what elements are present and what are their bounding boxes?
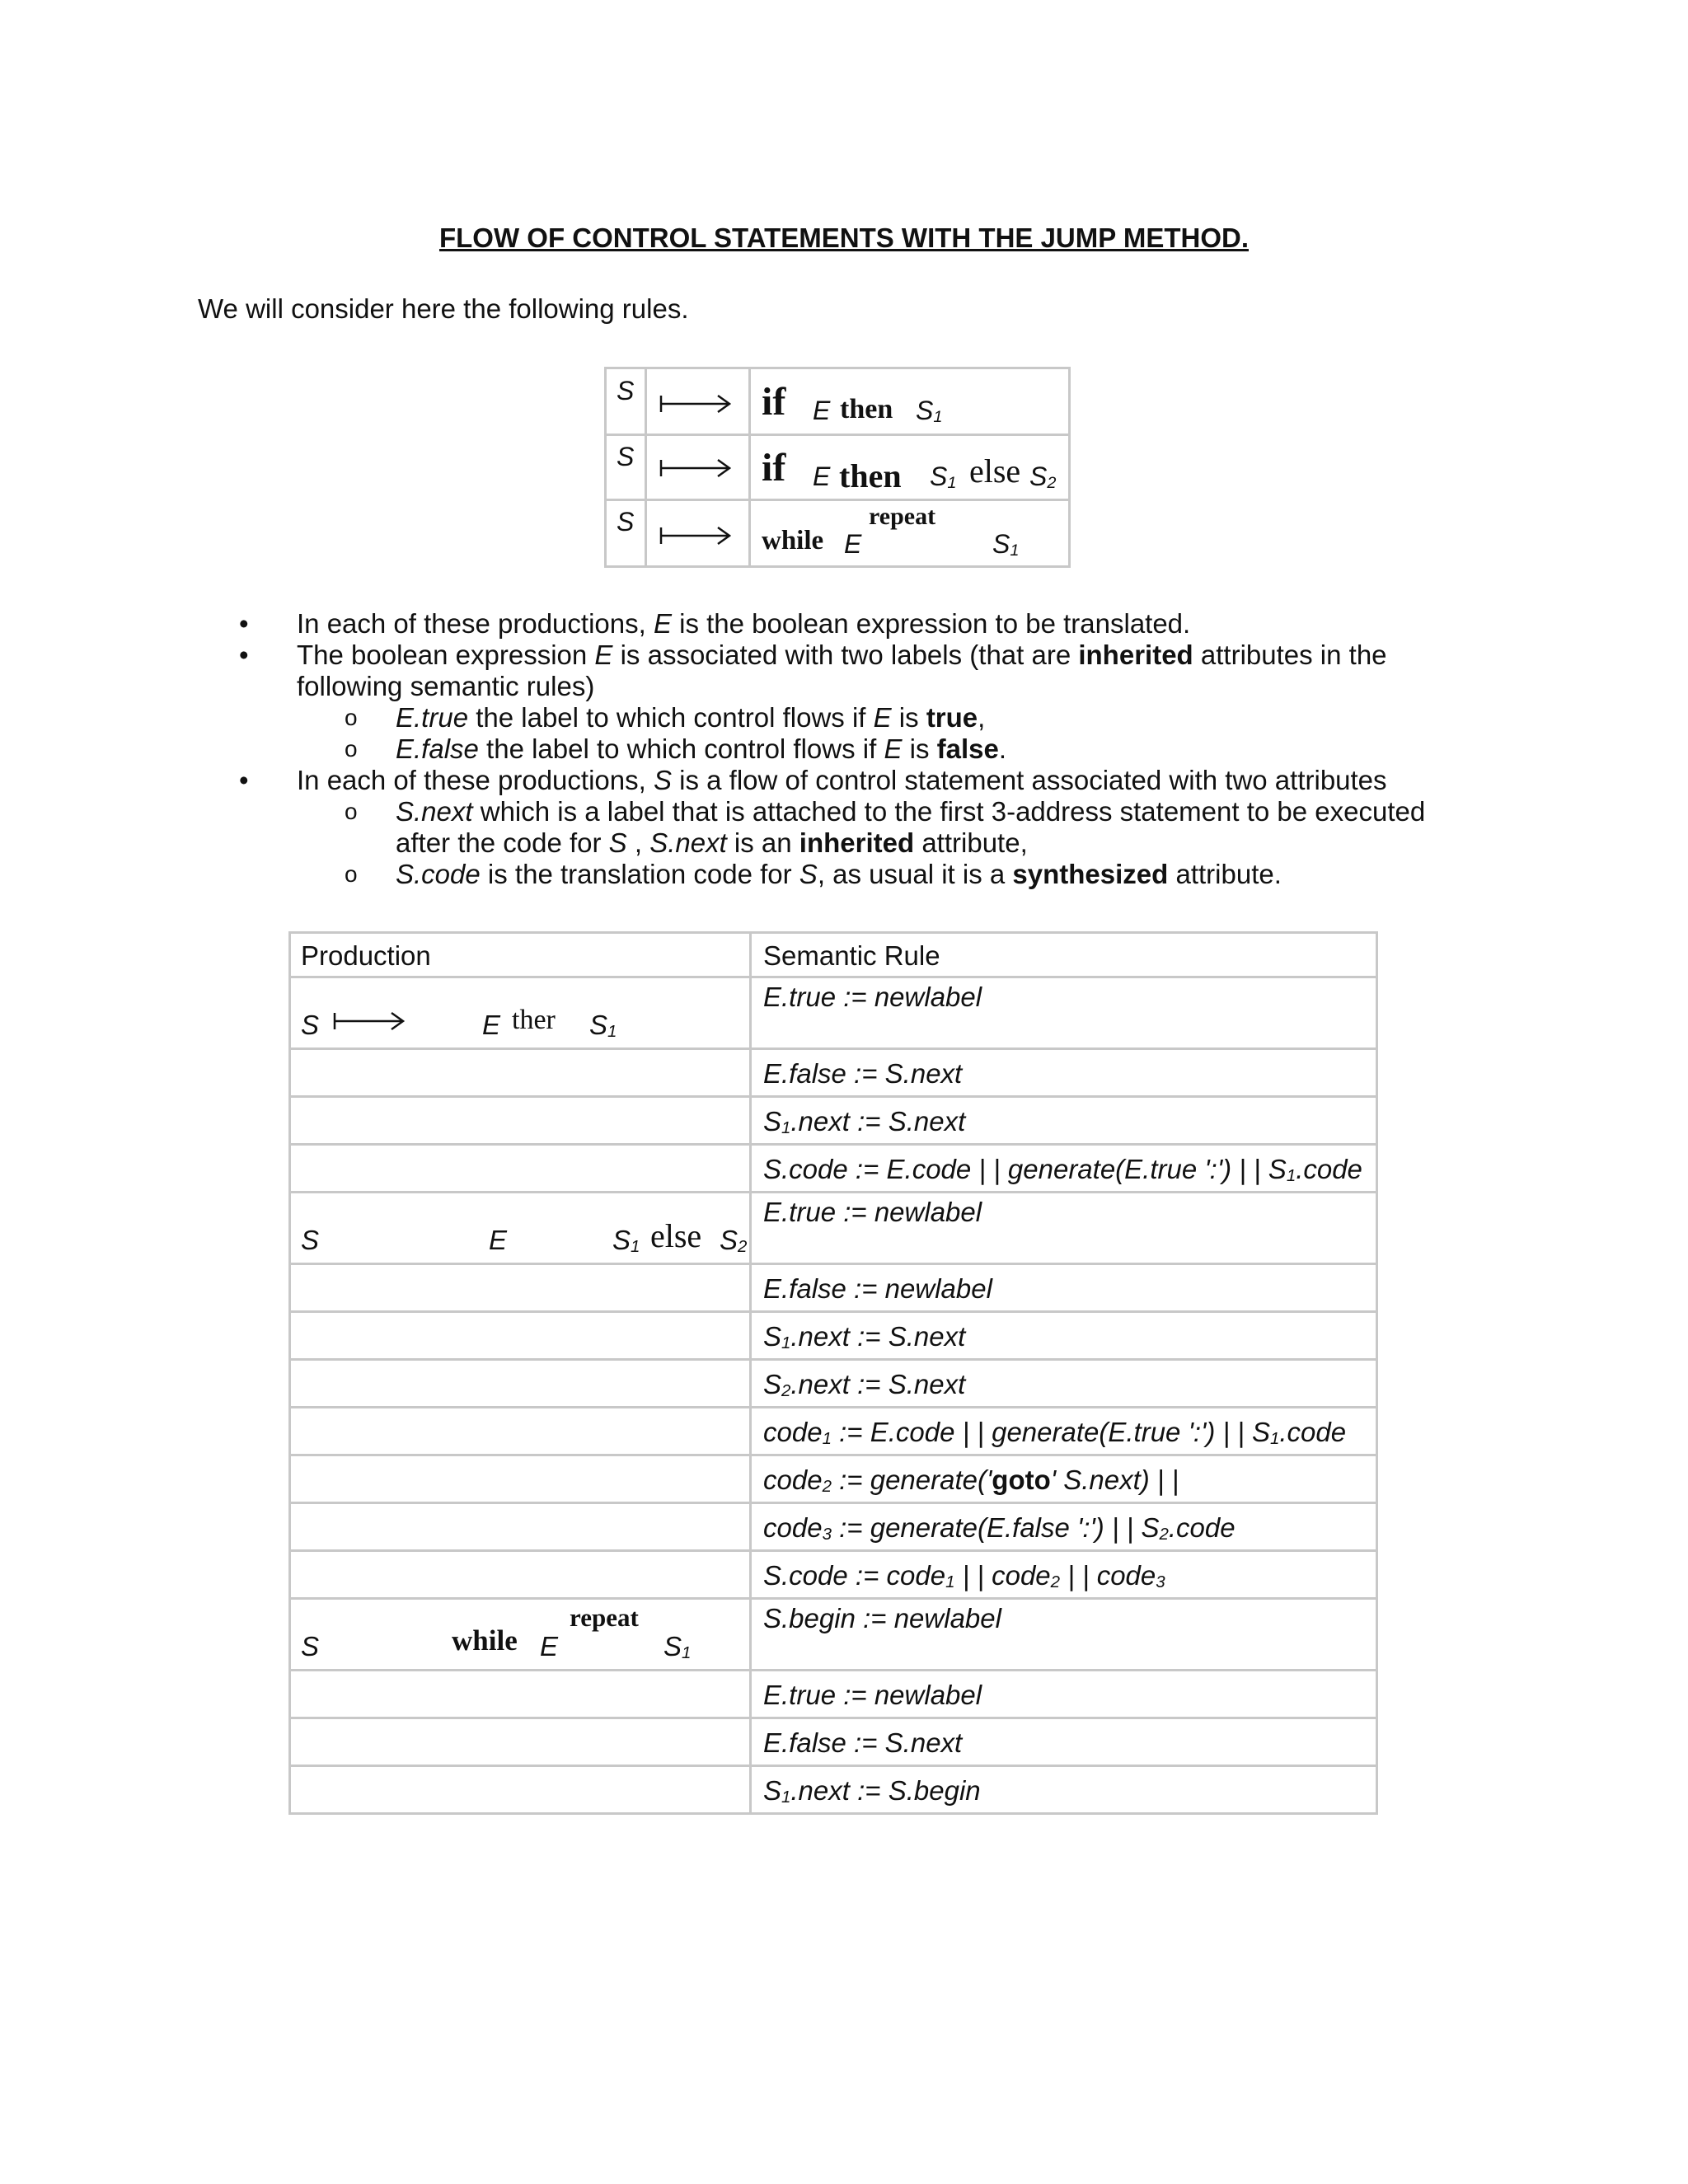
semantic-rule: S.code := E.code | | generate(E.true ':') | | $S_1.code$: [752, 1146, 1378, 1191]
rule1-s1: $S_1$: [916, 396, 943, 426]
prod1-e: E: [482, 1010, 501, 1040]
prod2-e: E: [489, 1225, 508, 1255]
semantic-rule: S.begin := newlabel: [752, 1600, 1378, 1669]
semantic-rule: $S_2.next$ := S.next: [752, 1361, 1378, 1406]
prod1-s: S: [301, 1010, 320, 1040]
table-row: [288, 1098, 1378, 1146]
mapsto-arrow-icon: [659, 458, 733, 478]
table-row: [288, 1552, 1378, 1600]
prod3-e: E: [540, 1631, 559, 1661]
prod2-s: S: [301, 1225, 320, 1255]
semantic-rule: E.true := newlabel: [752, 1671, 1378, 1717]
prod1-s1: $S_1$: [589, 1010, 617, 1042]
table-row: [288, 1504, 1378, 1552]
rule2-lhs: S: [617, 442, 635, 471]
grammar-rules-table: [604, 367, 1071, 568]
table-row: [288, 1313, 1378, 1361]
mapsto-arrow-icon: [332, 1011, 406, 1031]
prod1-then: ther: [512, 1005, 556, 1035]
list-item: • The boolean expression E is associated with two labels (that are inherited attributes in the following semantic rules): [239, 640, 1475, 702]
semantic-rule: E.false := S.next: [752, 1050, 1378, 1095]
rule1-if: if: [762, 380, 786, 424]
semantic-rule: E.true := newlabel: [752, 978, 1378, 1047]
prod2-s2: $S_2$: [720, 1225, 748, 1257]
semantic-rule: E.false := S.next: [752, 1719, 1378, 1765]
semantic-rule: $S_1.next$ := S.begin: [752, 1767, 1378, 1812]
table-row: [288, 1146, 1378, 1193]
rule3-lhs: S: [617, 507, 635, 537]
table-row: [288, 978, 1378, 1050]
rule3-repeat: repeat: [869, 503, 936, 530]
semantic-rule: $S_1.next$ := S.next: [752, 1313, 1378, 1358]
intro-text: We will consider here the following rules.: [198, 293, 689, 324]
prod2-s1: $S_1$: [612, 1225, 640, 1257]
rule1-then: then: [840, 394, 893, 424]
prod3-while: while: [452, 1624, 518, 1657]
rule2-else: else: [969, 452, 1021, 490]
rule2-s1: $S_1$: [930, 462, 957, 492]
table-row: [288, 1671, 1378, 1719]
list-item: o S.next which is a label that is attached to the first 3-address statement to be executed after the code for S , S.next is an inherited attribute,: [345, 796, 1426, 858]
rule2-if: if: [762, 446, 786, 490]
rule1-e: E: [813, 396, 831, 425]
page-title: FLOW OF CONTROL STATEMENTS WITH THE JUMP METHOD.: [438, 223, 1249, 253]
rule3-while: while: [762, 526, 824, 555]
semantic-rule: $S_1.next$ := S.next: [752, 1098, 1378, 1143]
list-item: o E.true the label to which control flows if E is true,: [345, 702, 986, 733]
list-item: • In each of these productions, S is a flow of control statement associated with two attributes: [239, 765, 1475, 796]
table-row: [288, 1719, 1378, 1767]
prod3-s: S: [301, 1631, 320, 1661]
mapsto-arrow-icon: [659, 394, 733, 414]
bullet-list: [239, 608, 1475, 890]
header-production: Production: [301, 940, 431, 971]
list-item: • In each of these productions, E is the boolean expression to be translated.: [239, 608, 1475, 640]
mapsto-arrow-icon: [659, 526, 733, 546]
table-row: [288, 1050, 1378, 1098]
table-row: [288, 1767, 1378, 1815]
semantic-rule: code$_2$ := generate('goto' S.next) | |: [752, 1456, 1378, 1502]
prod3-s1: $S_1$: [663, 1631, 692, 1663]
table-row: [288, 1408, 1378, 1456]
semantic-rule: code$_1$ := E.code | | generate(E.true ':') | | $S_1.code$: [752, 1408, 1378, 1454]
semantic-rule: code$_3$ := generate(E.false ':') | | $S_2.code$: [752, 1504, 1378, 1549]
rule3-s1: $S_1$: [992, 529, 1020, 560]
header-semantic-rule: Semantic Rule: [752, 934, 1378, 976]
rule2-then: then: [839, 457, 902, 494]
table-row: [288, 1361, 1378, 1408]
table-row: [288, 1456, 1378, 1504]
list-item: o E.false the label to which control flows if E is false.: [345, 733, 1007, 764]
prod3-repeat: repeat: [570, 1603, 639, 1632]
list-item: o S.code is the translation code for S, as usual it is a synthesized attribute.: [345, 859, 1282, 889]
rule1-lhs: S: [617, 376, 635, 405]
table-row: [288, 1193, 1378, 1265]
rule2-s2: $S_2$: [1029, 462, 1057, 492]
table-header-row: [288, 931, 1378, 978]
semantic-rule: S.code := code$_1$ | | code$_2$ | | code$_3$: [752, 1552, 1378, 1597]
semantic-rule: E.false := newlabel: [752, 1265, 1378, 1310]
rule2-e: E: [813, 462, 831, 491]
table-row: [288, 1265, 1378, 1313]
prod2-else: else: [650, 1217, 702, 1254]
semantic-rules-table: [288, 931, 1378, 1815]
table-row: [288, 1600, 1378, 1671]
rule3-e: E: [844, 529, 862, 559]
semantic-rule: E.true := newlabel: [752, 1193, 1378, 1263]
